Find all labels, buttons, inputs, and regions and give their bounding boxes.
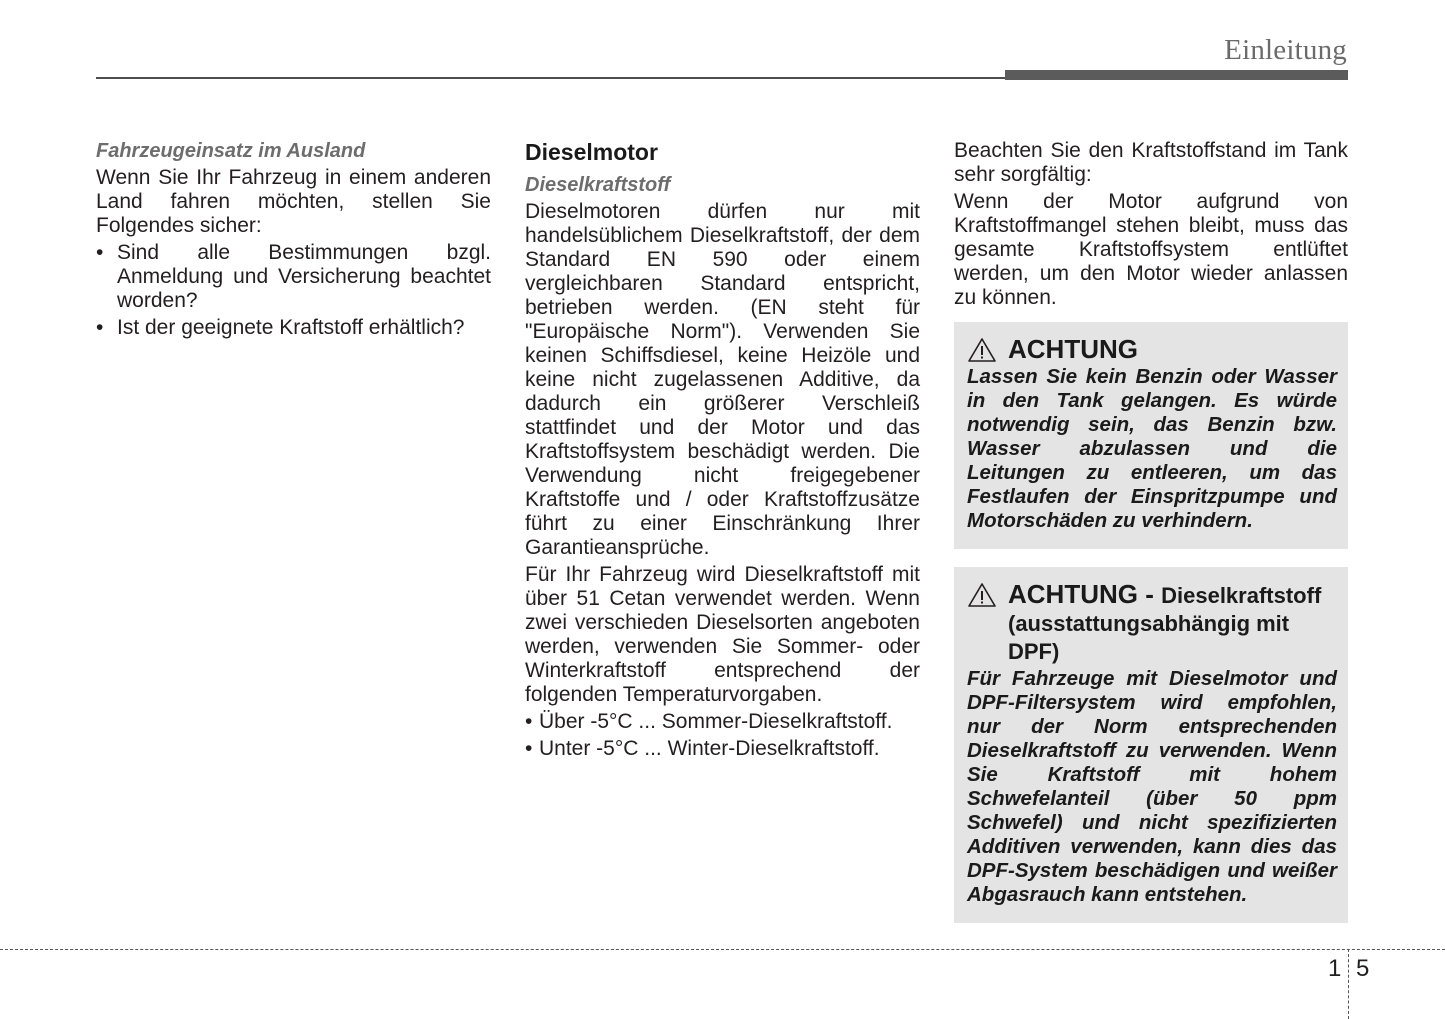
subheading-abroad: Fahrzeugeinsatz im Ausland [96, 140, 366, 162]
fuel-paragraph: Dieselmotoren dürfen nur mit handelsüblichem Dieselkraftstoff, der dem Standard EN 590 oder einem vergleichbaren Standard entspricht, betrieben werden. (EN steht für "Europäische Norm"). Verwenden Sie keinen Schiffsdiesel, keine Heizöle und keine nicht zugelassenen Additive, da dadurch ein größerer Verschleiß stattfindet und der Motor und das Kraftstoffsystem beschädigt werden. Die Verwendung nicht freigegebener Kraftstoffe und / oder Kraftstoffzusätze führt zu einer Einschränkung Ihrer Garantieansprüche. [525, 200, 920, 559]
warning-box-dpf [954, 567, 1348, 923]
warning-text-dpf: Für Fahrzeuge mit Dieselmotor und DPF-Filtersystem wird empfohlen, nur der Norm entsprechenden Dieselkraftstoff zu verwenden. Wenn Sie Kraftstoff mit hohem Schwefelanteil (über 50 ppm Schwefel) und nicht spezifizierten Additiven verwenden, kann dies das DPF-System beschädigen und weißer Abgasrauch kann entstehen. [967, 667, 1337, 906]
chapter-number: 1 [1328, 955, 1342, 982]
checklist [96, 241, 491, 340]
warning-triangle-icon [967, 582, 997, 608]
warning-title-sub: Dieselkraftstoff (ausstattungsabhängig mit DPF) [1008, 583, 1322, 664]
warning-triangle-icon [967, 337, 997, 363]
column-left [96, 139, 491, 343]
bleeding-paragraph: Wenn der Motor aufgrund von Kraftstoffmangel stehen bleibt, muss das gesamte Kraftstoffsystem entlüftet werden, um den Motor wieder anlassen zu können. [954, 190, 1348, 309]
page-header-title: Einleitung [1224, 34, 1347, 66]
column-middle [525, 139, 920, 764]
page-number-divider [1348, 949, 1349, 1019]
warning-text: Lassen Sie kein Benzin oder Wasser in den Tank gelangen. Es würde notwendig sein, das Benzin bzw. Wasser abzulassen und die Leitungen zu entleeren, um das Festlaufen der Einspritzpumpe und Motorschäden zu verhindern. [967, 365, 1337, 532]
header-rule [96, 77, 1006, 79]
section-title: Dieselmotor [525, 139, 658, 165]
warning-title-dpf [1008, 581, 1337, 665]
page-number: 5 [1356, 955, 1370, 982]
header-rule-accent [1005, 70, 1348, 80]
column-right [954, 139, 1348, 923]
list-item: • Sind alle Bestimmungen bzgl. Anmeldung und Versicherung beachtet worden? [96, 241, 491, 313]
subheading-fuel: Dieselkraftstoff [525, 174, 671, 196]
footer-rule [0, 949, 1445, 950]
warning-title-main: ACHTUNG - [1008, 579, 1154, 609]
list-item: • Unter -5°C ... Winter-Dieselkraftstoff. [525, 737, 920, 761]
list-item: • Ist der geeignete Kraftstoff erhältlich? [96, 316, 491, 340]
list-item: • Über -5°C ... Sommer-Dieselkraftstoff. [525, 710, 920, 734]
intro-paragraph: Wenn Sie Ihr Fahrzeug in einem anderen Land fahren möchten, stellen Sie Folgendes sicher: [96, 166, 491, 237]
cetane-paragraph: Für Ihr Fahrzeug wird Dieselkraftstoff mit über 51 Cetan verwendet werden. Wenn zwei verschieden Dieselsorten angeboten werden, verwenden Sie Sommer- oder Winterkraftstoff entsprechend der folgenden Temperaturvorgaben. [525, 563, 920, 706]
warning-box [954, 322, 1348, 549]
warning-title: ACHTUNG [1008, 334, 1138, 364]
fuel-level-paragraph: Beachten Sie den Kraftstoffstand im Tank sehr sorgfältig: [954, 139, 1348, 186]
temperature-list [525, 710, 920, 761]
